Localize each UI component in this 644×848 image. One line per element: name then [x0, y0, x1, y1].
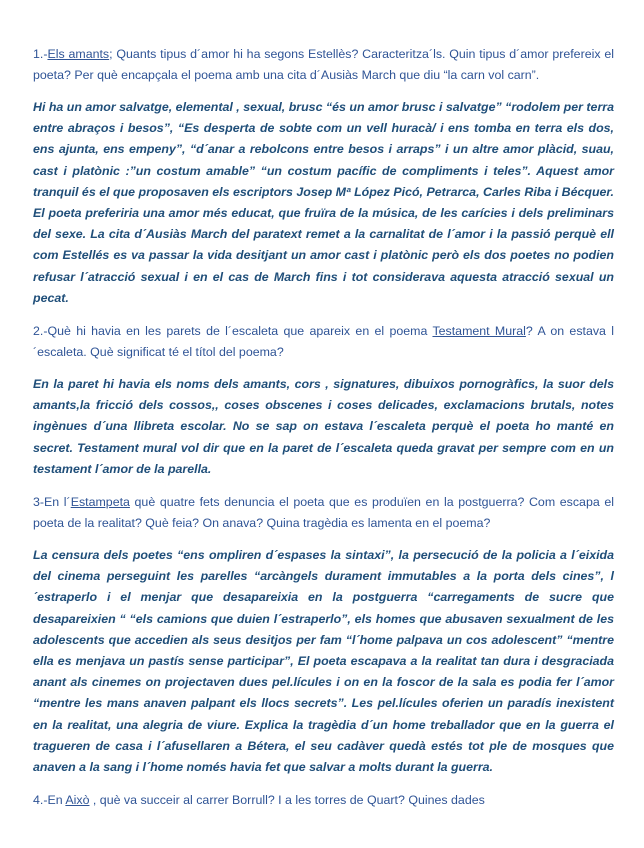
answer-2: En la paret hi havia els noms dels amants, cors , signatures, dibuixos pornogràfics, la suor dels amants,la fricció dels cossos,, coses obscenes i coses delicades, exclamacions brutals, notes ingènues d´una llibreta escolar. No se sap on estava l´escaleta perquè el poeta ho manté en secret. Testament mural vol dir que en la paret de l´escaleta queda gravat per sempre com en un testament l´amor de la parella.	[33, 377, 614, 476]
question-4-text: , què va succeir al carrer Borrull? I a les torres de Quart? Quines dades	[89, 793, 485, 808]
question-2-text-before: 2.-Què hi havia en les parets de l´escaleta que apareix en el poema	[33, 324, 433, 339]
question-2-poem-title: Testament Mural	[432, 324, 526, 339]
question-4	[33, 790, 614, 811]
question-3-poem-title: Estampeta	[70, 495, 130, 510]
question-4-number: 4.-En	[33, 793, 66, 808]
question-2-text-after: ? A on estava l´escaleta. Què significat té el títol del poema?	[33, 324, 614, 359]
question-3	[33, 492, 614, 533]
question-4-poem-title: Això	[65, 793, 90, 808]
question-3-text-after: què quatre fets denuncia el poeta que es produïen en la postguerra? Com escapa el poeta de la realitat? Què feia? On anava? Quina tragèdia es lamenta en el poema?	[33, 495, 614, 530]
question-2	[33, 321, 614, 362]
question-1	[33, 44, 614, 85]
question-1-number: 1.-	[33, 47, 48, 61]
question-3-text-before: 3-En l´	[33, 495, 71, 510]
question-1-poem-title: Els amants	[47, 47, 110, 61]
answer-1: Hi ha un amor salvatge, elemental , sexual, brusc “és un amor brusc i salvatge” “rodolem per terra entre abraços i besos”, “Es desperta de sobte com un vell huracà/ i ens tomba en terra els dos, ens ajunta, ens empeny”, “d´anar a rebolcons entre besos i arraps” i un altre amor plàcid, suau, cast i platònic :”un costum amable” “un costum pacífic de compliments i teles”. Aquest amor tranquil és el que proposaven els escriptors Josep Mª López Picó, Petrarca, Carles Riba i Bécquer. El poeta preferiria una amor més educat, que fruïra de la música, de les carícies i dels preliminars del sexe. La cita d´Ausiàs March del paratext remet a la carnalitat de l´amor i la passió perquè ell com Estellés es va passar la vida desitjant un amor cast i platònic però els dos poetes no podien refusar l´atracció sexual i en el cas de March fins i tot considerava aquesta atracció sexual un pecat.	[33, 100, 614, 305]
answer-3: La censura dels poetes “ens ompliren d´espases la sintaxi”, la persecució de la policia a l´eixida del cinema perseguint les parelles “arcàngels durament immutables a la porta dels cines”, l´estraperlo i el menjar que desapareixia en la postguerra “carregaments de sucre que desapareixien “ “els camions que duien l´estraperlo”, els homes que abusaven sexualment de les adolescents que accedien als seus desitjos per fam “l´home palpava un cos adolescent” “mentre ella es menjava un pastís sense participar”, El poeta escapava a la realitat tan dura i desgraciada anant als cinemes on projectaven dues pel.lícules i on en la foscor de la sala es podia fer l´amor “mentre les mans anaven palpant els llocs secrets”. Les pel.lícules oferien un paradís inexistent en la realitat, una alegria de viure. Explica la tragèdia d´un home treballador que en la guerra el tragueren de casa i l´afusellaren a Bétera, el seu cadàver quedà estés tot ple de mosques que anaven a la sang i l´home només havia fet que salvar a molts durant la guerra.	[33, 548, 614, 775]
question-1-text: ; Quants tipus d´amor hi ha segons Estellès? Caracteritza´ls. Quin tipus d´amor prefereix el poeta? Per què encapçala el poema amb una cita d´Ausiàs March que diu “la carn vol carn”.	[33, 47, 614, 82]
